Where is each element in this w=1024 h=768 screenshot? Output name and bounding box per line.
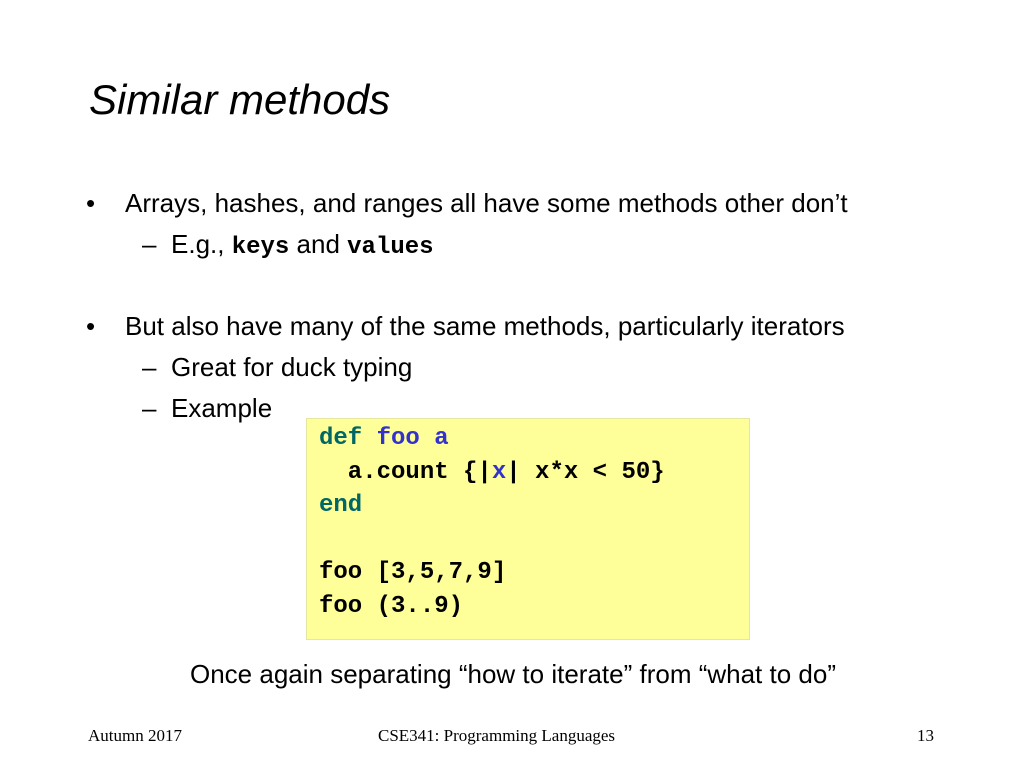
code-text: a.count {| — [319, 459, 492, 486]
sub-bullet-mid: and — [289, 229, 348, 259]
code-keys: keys — [231, 234, 290, 261]
slide-title: Similar methods — [89, 76, 391, 123]
sub-bullet-dash: – — [142, 229, 157, 259]
slide-note: Once again separating “how to iterate” from “what to do” — [190, 659, 836, 689]
code-identifier: a — [434, 425, 449, 452]
code-values: values — [347, 234, 434, 261]
footer-date: Autumn 2017 — [88, 726, 182, 745]
sub-bullet-prefix: E.g., — [171, 229, 232, 259]
sub-bullet-dash: – — [142, 352, 157, 382]
sub-bullet-text — [171, 228, 434, 264]
code-line — [319, 425, 449, 453]
footer-course: CSE341: Programming Languages — [378, 726, 616, 745]
code-keyword: def — [319, 425, 363, 452]
slide-number: 13 — [917, 726, 934, 745]
code-line: foo (3..9) — [319, 593, 464, 620]
code-keyword: end — [319, 492, 363, 519]
bullet-text: Arrays, hashes, and ranges all have some methods other don’t — [125, 188, 848, 218]
code-line — [319, 492, 362, 520]
bullet-text: But also have many of the same methods, particularly iterators — [125, 311, 845, 341]
code-line — [319, 459, 665, 487]
code-text: | x*x < 50} — [506, 459, 665, 486]
sub-bullet-text: Great for duck typing — [171, 352, 413, 382]
code-block — [306, 418, 750, 640]
code-identifier: x — [491, 459, 507, 486]
code-line: foo [3,5,7,9] — [319, 559, 507, 586]
code-identifier: foo — [376, 425, 420, 452]
bullet-marker: • — [86, 311, 96, 341]
sub-bullet-dash: – — [142, 393, 157, 423]
bullet-marker: • — [86, 188, 96, 218]
sub-bullet-text: Example — [171, 393, 273, 423]
